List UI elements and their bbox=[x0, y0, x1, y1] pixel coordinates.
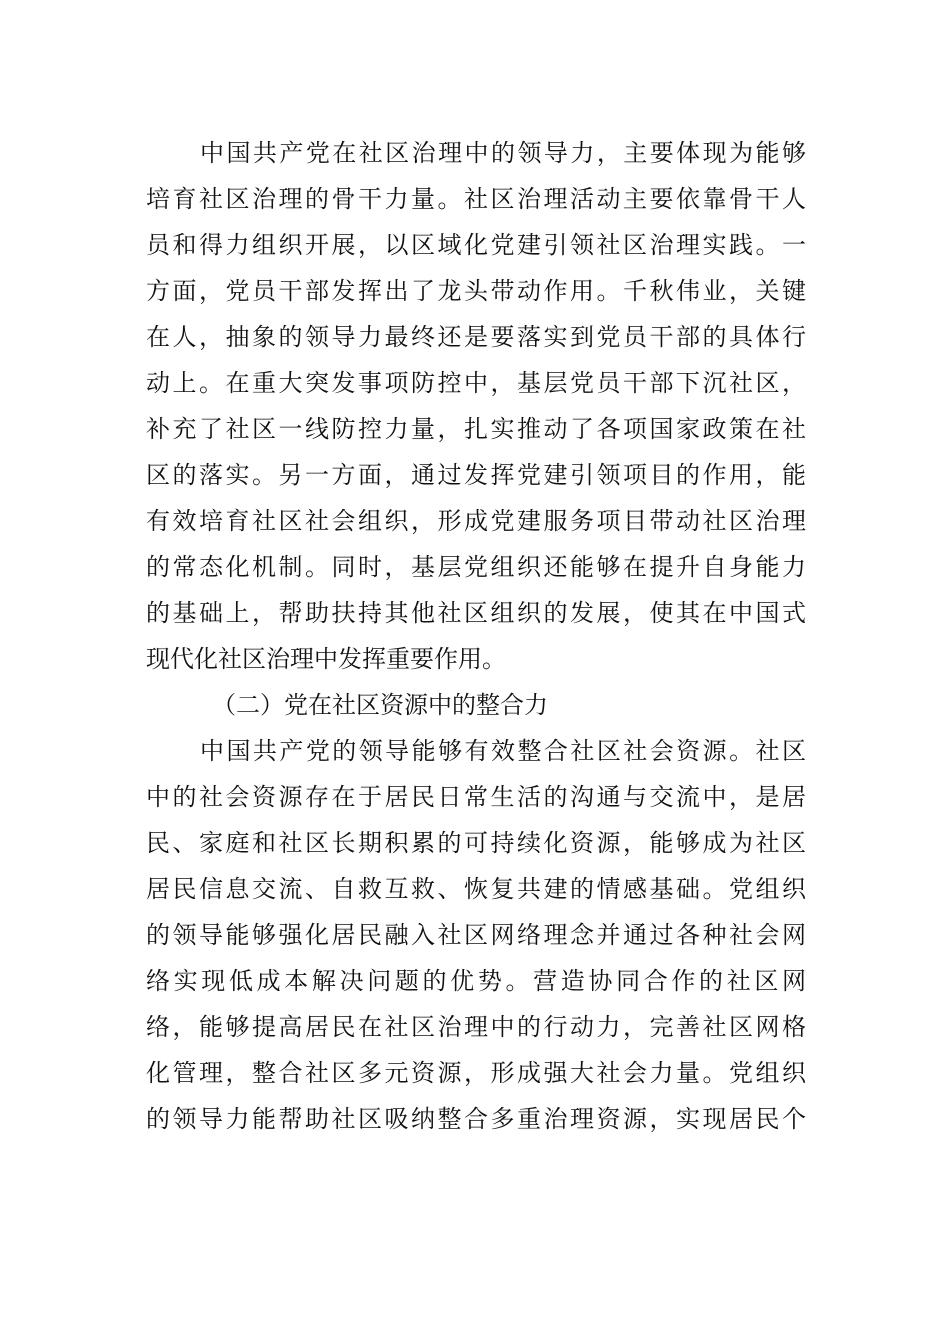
paragraph-leadership bbox=[146, 130, 806, 682]
paragraph-line: 的基础上，帮助扶持其他社区组织的发展，使其在中国式 bbox=[146, 599, 806, 627]
paragraph-line: 中的社会资源存在于居民日常生活的沟通与交流中，是居 bbox=[146, 783, 806, 811]
paragraph-line: 络，能够提高居民在社区治理中的行动力，完善社区网格 bbox=[146, 1013, 806, 1041]
paragraph-line: 补充了社区一线防控力量，扎实推动了各项国家政策在社 bbox=[146, 415, 806, 443]
paragraph-integration bbox=[146, 728, 806, 1142]
paragraph-line: 区的落实。另一方面，通过发挥党建引领项目的作用，能 bbox=[146, 461, 806, 489]
paragraph-line: 的领导能够强化居民融入社区网络理念并通过各种社会网 bbox=[146, 921, 806, 949]
paragraph-line: 方面，党员干部发挥出了龙头带动作用。千秋伟业，关键 bbox=[146, 277, 806, 305]
paragraph-line: 居民信息交流、自救互救、恢复共建的情感基础。党组织 bbox=[146, 875, 806, 903]
paragraph-line: 员和得力组织开展，以区域化党建引领社区治理实践。一 bbox=[146, 231, 806, 259]
paragraph-line: 培育社区治理的骨干力量。社区治理活动主要依靠骨干人 bbox=[146, 185, 806, 213]
section-heading: （二）党在社区资源中的整合力 bbox=[212, 691, 548, 719]
paragraph-line: 现代化社区治理中发挥重要作用。 bbox=[146, 645, 506, 673]
paragraph-line: 络实现低成本解决问题的优势。营造协同合作的社区网 bbox=[146, 967, 806, 995]
paragraph-line: 动上。在重大突发事项防控中，基层党员干部下沉社区， bbox=[146, 369, 806, 397]
paragraph-line: 中国共产党的领导能够有效整合社区社会资源。社区 bbox=[200, 737, 806, 765]
paragraph-line: 化管理，整合社区多元资源，形成强大社会力量。党组织 bbox=[146, 1059, 806, 1087]
paragraph-line: 在人，抽象的领导力最终还是要落实到党员干部的具体行 bbox=[146, 323, 806, 351]
paragraph-line: 中国共产党在社区治理中的领导力，主要体现为能够 bbox=[200, 139, 806, 167]
paragraph-line: 有效培育社区社会组织，形成党建服务项目带动社区治理 bbox=[146, 507, 806, 535]
paragraph-line: 的领导力能帮助社区吸纳整合多重治理资源，实现居民个 bbox=[146, 1105, 806, 1133]
paragraph-line: 的常态化机制。同时，基层党组织还能够在提升自身能力 bbox=[146, 553, 806, 581]
document-body bbox=[146, 130, 806, 1142]
paragraph-line: 民、家庭和社区长期积累的可持续化资源，能够成为社区 bbox=[146, 829, 806, 857]
